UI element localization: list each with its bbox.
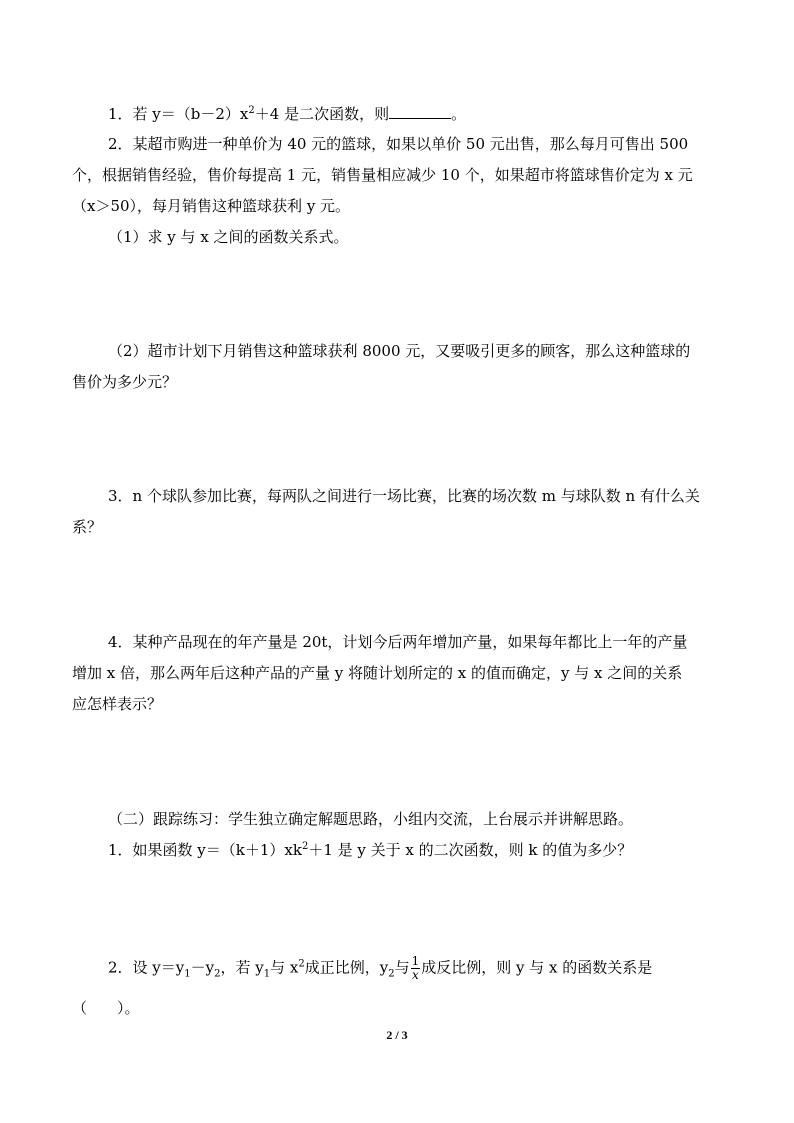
question-2-part-2-line-1: （2）超市计划下月销售这种篮球获利 8000 元，又要吸引更多的顾客，那么这种篮球的 — [108, 342, 691, 360]
fraction-one-over-x: $\frac{1}{x}$ — [411, 954, 420, 982]
question-4-line-3: 应怎样表示？ — [72, 695, 163, 713]
question-2-line-2: 个，根据销售经验，售价每提高 1 元，销售量相应减少 10 个，如果超市将篮球售价定为 x 元 — [72, 166, 693, 184]
practice-1: 1．如果函数 $y=(k+1)xk^2+1$ 是 y 关于 x 的二次函数，则 k 的值为多少？ — [108, 841, 633, 859]
practice-2-line-2: （ ）。 — [72, 999, 140, 1017]
question-3-line-2: 系？ — [72, 518, 103, 536]
section-2-heading: （二）跟踪练习：学生独立确定解题思路，小组内交流，上台展示并讲解思路。 — [108, 810, 634, 828]
question-2-line-3: （x＞50），每月销售这种篮球获利 y 元。 — [72, 197, 351, 215]
question-2-part-1: （1）求 y 与 x 之间的函数关系式。 — [108, 228, 349, 246]
question-2-line-1: 2．某超市购进一种单价为 40 元的篮球，如果以单价 50 元出售，那么每月可售出 500 — [108, 135, 689, 153]
page-number: 2 / 3 — [386, 1028, 408, 1042]
question-3-line-1: 3．n 个球队参加比赛，每两队之间进行一场比赛，比赛的场次数 m 与球队数 n 有什么关 — [108, 487, 700, 505]
answer-blank — [389, 104, 451, 119]
question-4-line-1: 4．某种产品现在的年产量是 20t，计划今后两年增加产量，如果每年都比上一年的产量 — [108, 633, 688, 651]
question-2-part-2-line-2: 售价为多少元？ — [72, 373, 178, 391]
question-1: 1．若 $y=(b-2)x^2+4$ 是二次函数，则 。 — [108, 105, 467, 123]
practice-2-line-1: 2．设 $y=y_1-y_2$，若 $y_1$与 $x^2$成正比例，$y_2$与 $\frac{1}{x}$ 成反比例，则 y 与 x 的函数关系是 — [108, 954, 653, 982]
question-4-line-2: 增加 x 倍，那么两年后这种产品的产量 y 将随计划所定的 x 的值而确定，y 与 x 之间的关系 — [72, 664, 683, 682]
